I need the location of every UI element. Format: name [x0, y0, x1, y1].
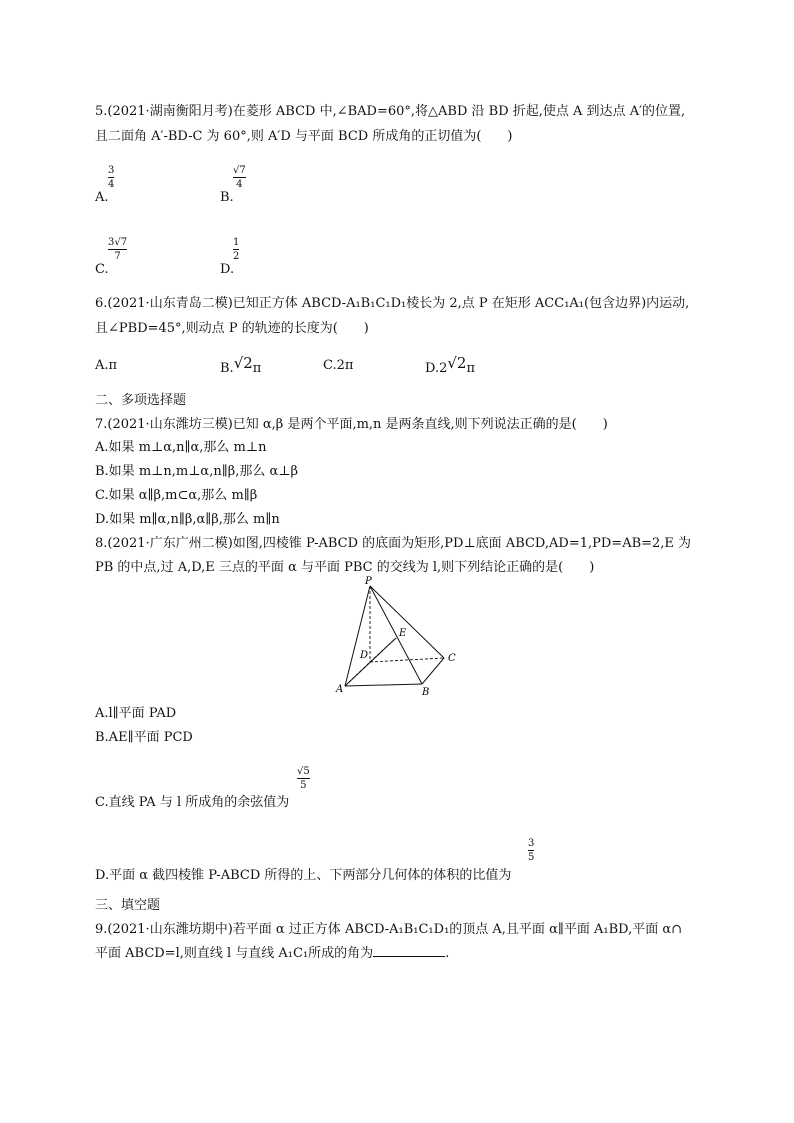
section-multiple-choice-heading: 二、多项选择题	[95, 393, 187, 408]
q6-option-a-label: A.π	[95, 358, 118, 373]
q6-option-b[interactable]	[220, 354, 262, 376]
q7-option-a[interactable]: A.如果 m⊥α,n∥α,那么 m⊥n	[95, 440, 267, 455]
q5-option-b-num: √7	[233, 165, 246, 176]
edge-pc	[370, 586, 444, 658]
q5-option-d-den: 2	[233, 251, 240, 262]
q5-option-a-fraction	[108, 165, 114, 190]
q6-stem-line2: 且∠PBD=45°,则动点 P 的轨迹的长度为( )	[95, 321, 369, 336]
q6-option-b-tail: π	[252, 361, 262, 376]
label-e: E	[399, 628, 407, 639]
q5-option-d[interactable]	[220, 262, 234, 277]
q6-option-a[interactable]	[95, 358, 117, 373]
q7-stem: 7.(2021·山东潍坊三模)已知 α,β 是两个平面,m,n 是两条直线,则下列说法正确的是( )	[95, 417, 608, 432]
q6-option-c[interactable]	[323, 358, 353, 373]
q5-option-c[interactable]	[95, 262, 109, 277]
q6-option-d-label: D.2	[425, 361, 448, 376]
pyramid-figure	[330, 572, 470, 700]
q9-stem-line2	[95, 942, 449, 961]
q6-option-d[interactable]	[425, 354, 476, 376]
q8-option-c[interactable]: C.直线 PA 与 l 所成角的余弦值为	[95, 795, 290, 810]
q5-option-d-fraction	[233, 237, 239, 262]
label-a: A	[336, 684, 344, 695]
edge-pb	[370, 586, 422, 684]
q5-option-a-den: 4	[108, 179, 115, 190]
q9-stem-line2-end: .	[445, 946, 450, 961]
edge-bc	[422, 658, 444, 684]
q7-option-c[interactable]: C.如果 α∥β,m⊂α,那么 m∥β	[95, 488, 258, 503]
edge-ae	[345, 638, 396, 686]
q5-option-a-num: 3	[108, 165, 115, 176]
q5-option-c-den: 7	[114, 251, 121, 262]
q5-option-b-fraction	[233, 165, 246, 190]
q5-option-b-label: B.	[220, 190, 234, 205]
q6-option-b-radical: √2	[233, 354, 253, 372]
q5-option-d-label: D.	[220, 262, 235, 277]
q5-option-d-num: 1	[233, 237, 240, 248]
section-fill-in-heading: 三、填空题	[95, 898, 161, 913]
q9-answer-blank[interactable]	[373, 944, 445, 957]
q6-option-b-label: B.	[220, 361, 234, 376]
q8-option-d-den: 5	[528, 852, 535, 863]
label-c: C	[448, 653, 456, 664]
q9-stem-line2-text: 平面 ABCD=l,则直线 l 与直线 A₁C₁所成的角为	[95, 946, 374, 961]
q5-option-b-den: 4	[236, 179, 243, 190]
q8-option-d[interactable]: D.平面 α 截四棱锥 P-ABCD 所得的上、下两部分几何体的体积的比值为	[95, 868, 512, 883]
label-p: P	[365, 576, 372, 587]
q8-option-d-fraction	[528, 838, 534, 863]
q5-option-c-fraction	[108, 237, 127, 262]
q6-option-d-radical: √2	[447, 354, 467, 372]
q8-stem-line2: PB 的中点,过 A,D,E 三点的平面 α 与平面 PBC 的交线为 l,则下列结论正确的是( )	[95, 560, 595, 575]
q8-option-d-num: 3	[528, 838, 535, 849]
q6-option-d-tail: π	[466, 361, 476, 376]
q7-option-d[interactable]: D.如果 m∥α,n∥β,α∥β,那么 m∥n	[95, 512, 280, 527]
q9-stem-line1: 9.(2021·山东潍坊期中)若平面 α 过正方体 ABCD-A₁B₁C₁D₁的顶点 A,且平面 α∥平面 A₁BD,平面 α∩	[95, 922, 683, 937]
q5-stem-line2: 且二面角 A′-BD-C 为 60°,则 A′D 与平面 BCD 所成角的正切值为( )	[95, 129, 513, 144]
label-d: D	[360, 650, 369, 661]
edge-dc	[370, 658, 444, 662]
edge-pa	[345, 586, 370, 686]
q5-option-c-num: 3√7	[108, 237, 128, 248]
q6-option-c-label: C.2π	[323, 358, 354, 373]
q5-option-b[interactable]	[220, 190, 234, 205]
q8-option-a[interactable]: A.l∥平面 PAD	[95, 706, 177, 721]
label-b: B	[422, 687, 430, 698]
q6-stem-line1: 6.(2021·山东青岛二模)已知正方体 ABCD-A₁B₁C₁D₁棱长为 2,点 P 在矩形 ACC₁A₁(包含边界)内运动,	[95, 296, 690, 311]
q8-stem-line1: 8.(2021·广东广州二模)如图,四棱锥 P-ABCD 的底面为矩形,PD⊥底面 ABCD,AD=1,PD=AB=2,E 为	[95, 536, 692, 551]
q8-option-c-num: √5	[297, 766, 310, 777]
edge-ab	[345, 684, 422, 686]
q5-option-a-label: A.	[95, 190, 109, 205]
q5-option-c-label: C.	[95, 262, 109, 277]
q8-option-b[interactable]: B.AE∥平面 PCD	[95, 730, 193, 745]
q5-stem-line1: 5.(2021·湖南衡阳月考)在菱形 ABCD 中,∠BAD=60°,将△ABD 沿 BD 折起,使点 A 到达点 A′的位置,	[95, 104, 686, 119]
q8-option-c-fraction	[297, 766, 310, 791]
q8-option-c-den: 5	[300, 780, 307, 791]
q5-option-a[interactable]	[95, 190, 109, 205]
q7-option-b[interactable]: B.如果 m⊥n,m⊥α,n∥β,那么 α⊥β	[95, 464, 299, 479]
